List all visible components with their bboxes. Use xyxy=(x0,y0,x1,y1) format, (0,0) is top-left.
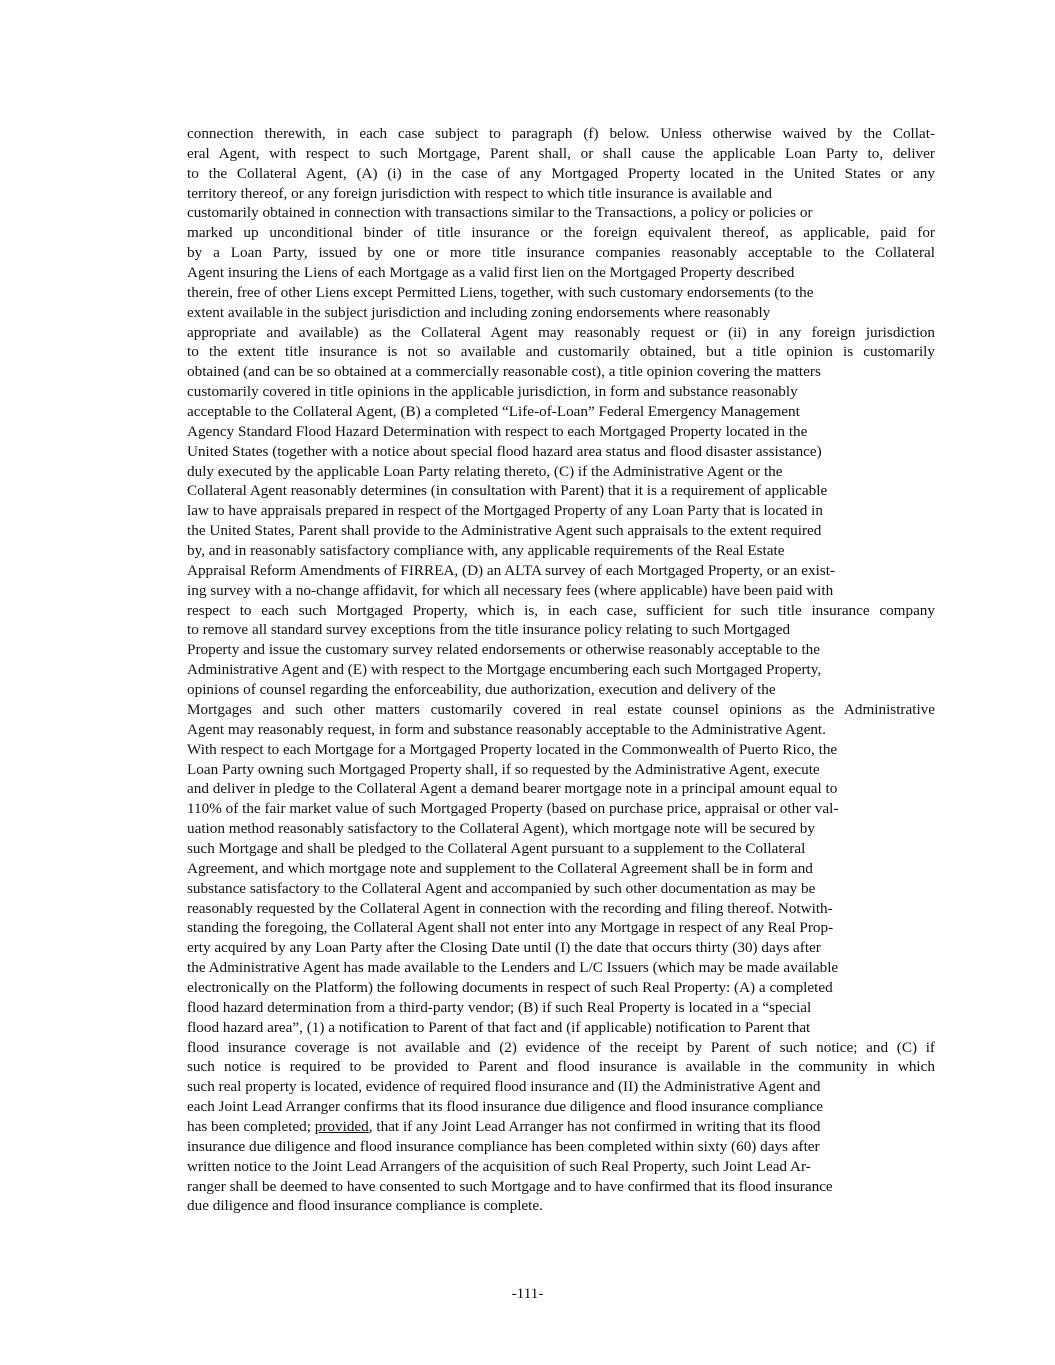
text-line: therein, free of other Liens except Permitted Liens, together, with such customary endorsements (to the xyxy=(187,283,814,301)
text-line: such Mortgage and shall be pledged to the Collateral Agent pursuant to a supplement to the Collateral xyxy=(187,839,806,857)
line-suffix: , xyxy=(368,1117,377,1135)
document-body xyxy=(187,124,935,1216)
text-line: flood insurance coverage is not available and (2) evidence of the receipt by Parent of such notice; and (C) if xyxy=(187,1038,935,1056)
text-line: law to have appraisals prepared in respect of the Mortgaged Property of any Loan Party that is located in xyxy=(187,502,823,520)
text-line: the Administrative Agent has made available to the Lenders and L/C Issuers (which may be made available xyxy=(187,959,839,977)
text-line: by, and in reasonably satisfactory compliance with, any applicable requirements of the Real Estate xyxy=(187,542,785,560)
text-line: customarily covered in title opinions in the applicable jurisdiction, in form and substance reasonably xyxy=(187,383,798,401)
text-line: Property and issue the customary survey related endorsements or otherwise reasonably acceptable to the xyxy=(187,641,821,659)
provided-underlined: provided xyxy=(314,1117,369,1135)
line-prefix: has been completed; xyxy=(187,1117,315,1135)
text-line: substance satisfactory to the Collateral Agent and accompanied by such other documentation as may be xyxy=(187,879,816,897)
text-line: Agency Standard Flood Hazard Determination with respect to each Mortgaged Property located in the xyxy=(187,422,808,440)
text-line: respect to each such Mortgaged Property, which is, in each case, sufficient for such title insurance company xyxy=(187,601,935,619)
text-line: Appraisal Reform Amendments of FIRREA, (D) an ALTA survey of each Mortgaged Property, or an exist- xyxy=(187,561,836,579)
text-line: With respect to each Mortgage for a Mortgaged Property located in the Commonwealth of Puerto Rico, the xyxy=(187,740,838,758)
text-line: Collateral Agent reasonably determines (in consultation with Parent) that it is a requirement of applicable xyxy=(187,482,828,500)
text-line: reasonably requested by the Collateral Agent in connection with the recording and filing thereof. Notwith- xyxy=(187,899,833,917)
text-line: eral Agent, with respect to such Mortgage, Parent shall, or shall cause the applicable Loan Party to, deliver xyxy=(187,144,935,162)
text-line: Administrative Agent and (E) with respect to the Mortgage encumbering each such Mortgaged Property, xyxy=(187,661,822,679)
text-line: extent available in the subject jurisdiction and including zoning endorsements where reasonably xyxy=(187,303,771,321)
text-line: to the Collateral Agent, (A) (i) in the case of any Mortgaged Property located in the United States or any xyxy=(187,164,935,182)
text-line: uation method reasonably satisfactory to the Collateral Agent), which mortgage note will be secured by xyxy=(187,820,815,838)
text-line: such real property is located, evidence of required flood insurance and (II) the Administrative Agent and xyxy=(187,1078,821,1096)
text-line: United States (together with a notice about special flood hazard area status and flood disaster assistance) xyxy=(187,442,822,460)
text-line: erty acquired by any Loan Party after the Closing Date until (I) the date that occurs thirty (30) days after xyxy=(187,939,821,957)
text-line: 110% of the fair market value of such Mortgaged Property (based on purchase price, appraisal or other val- xyxy=(187,800,839,818)
text-line: written notice to the Joint Lead Arrangers of the acquisition of such Real Property, such Joint Lead Ar- xyxy=(187,1157,811,1175)
text-line: each Joint Lead Arranger confirms that its flood insurance due diligence and flood insurance compliance xyxy=(187,1098,823,1116)
text-line: the United States, Parent shall provide to the Administrative Agent such appraisals to the extent required xyxy=(187,522,822,540)
text-line: Loan Party owning such Mortgaged Property shall, if so requested by the Administrative Agent, execute xyxy=(187,760,820,778)
text-line: obtained (and can be so obtained at a commercially reasonable cost), a title opinion covering the matters xyxy=(187,363,821,381)
text-line: insurance due diligence and flood insurance compliance has been completed within sixty (60) days after xyxy=(187,1137,820,1155)
line-rest: that if any Joint Lead Arranger has not confirmed in writing that its flood xyxy=(376,1117,821,1135)
text-line: appropriate and available) as the Collateral Agent may reasonably request or (ii) in any foreign jurisdiction xyxy=(187,323,935,341)
text-line: to remove all standard survey exceptions from the title insurance policy relating to such Mortgaged xyxy=(187,621,791,639)
text-line: marked up unconditional binder of title insurance or the foreign equivalent thereof, as applicable, paid for xyxy=(187,224,935,242)
text-line: by a Loan Party, issued by one or more title insurance companies reasonably acceptable to the Collateral xyxy=(187,244,935,262)
text-line: due diligence and flood insurance compliance is complete. xyxy=(187,1197,543,1215)
text-line: standing the foregoing, the Collateral Agent shall not enter into any Mortgage in respect of any Real Prop- xyxy=(187,919,834,937)
text-line: Agreement, and which mortgage note and supplement to the Collateral Agreement shall be in form and xyxy=(187,859,813,877)
text-line: to the extent title insurance is not so available and customarily obtained, but a title opinion is customarily xyxy=(187,343,935,361)
text-line: territory thereof, or any foreign jurisdiction with respect to which title insurance is available and xyxy=(187,184,772,202)
page-number: -111- xyxy=(511,1285,544,1302)
text-line xyxy=(187,1117,935,1137)
text-line: electronically on the Platform) the following documents in respect of such Real Property: (A) a completed xyxy=(187,978,833,996)
text-line: Agent may reasonably request, in form and substance reasonably acceptable to the Administrative Agent. xyxy=(187,720,826,738)
text-line: Mortgages and such other matters customarily covered in real estate counsel opinions as the Administrative xyxy=(187,700,935,718)
text-line: such notice is required to be provided to Parent and flood insurance is available in the community in which xyxy=(187,1058,935,1076)
text-line: connection therewith, in each case subject to paragraph (f) below. Unless otherwise waived by the Collat- xyxy=(187,125,935,142)
text-line: duly executed by the applicable Loan Party relating thereto, (C) if the Administrative Agent or the xyxy=(187,462,783,480)
text-line: opinions of counsel regarding the enforceability, due authorization, execution and delivery of the xyxy=(187,681,776,699)
text-line: ing survey with a no-change affidavit, for which all necessary fees (where applicable) have been paid with xyxy=(187,581,834,599)
text-line: flood hazard area”, (1) a notification to Parent of that fact and (if applicable) notification to Parent that xyxy=(187,1018,811,1036)
text-line: Agent insuring the Liens of each Mortgage as a valid first lien on the Mortgaged Property described xyxy=(187,264,795,282)
text-line: and deliver in pledge to the Collateral Agent a demand bearer mortgage note in a principal amount equal to xyxy=(187,780,838,798)
text-line: customarily obtained in connection with transactions similar to the Transactions, a policy or policies or xyxy=(187,204,813,222)
text-line: ranger shall be deemed to have consented to such Mortgage and to have confirmed that its flood insurance xyxy=(187,1177,833,1195)
text-line: flood hazard determination from a third-party vendor; (B) if such Real Property is located in a “special xyxy=(187,998,812,1016)
text-line: acceptable to the Collateral Agent, (B) a completed “Life-of-Loan” Federal Emergency Management xyxy=(187,403,800,421)
